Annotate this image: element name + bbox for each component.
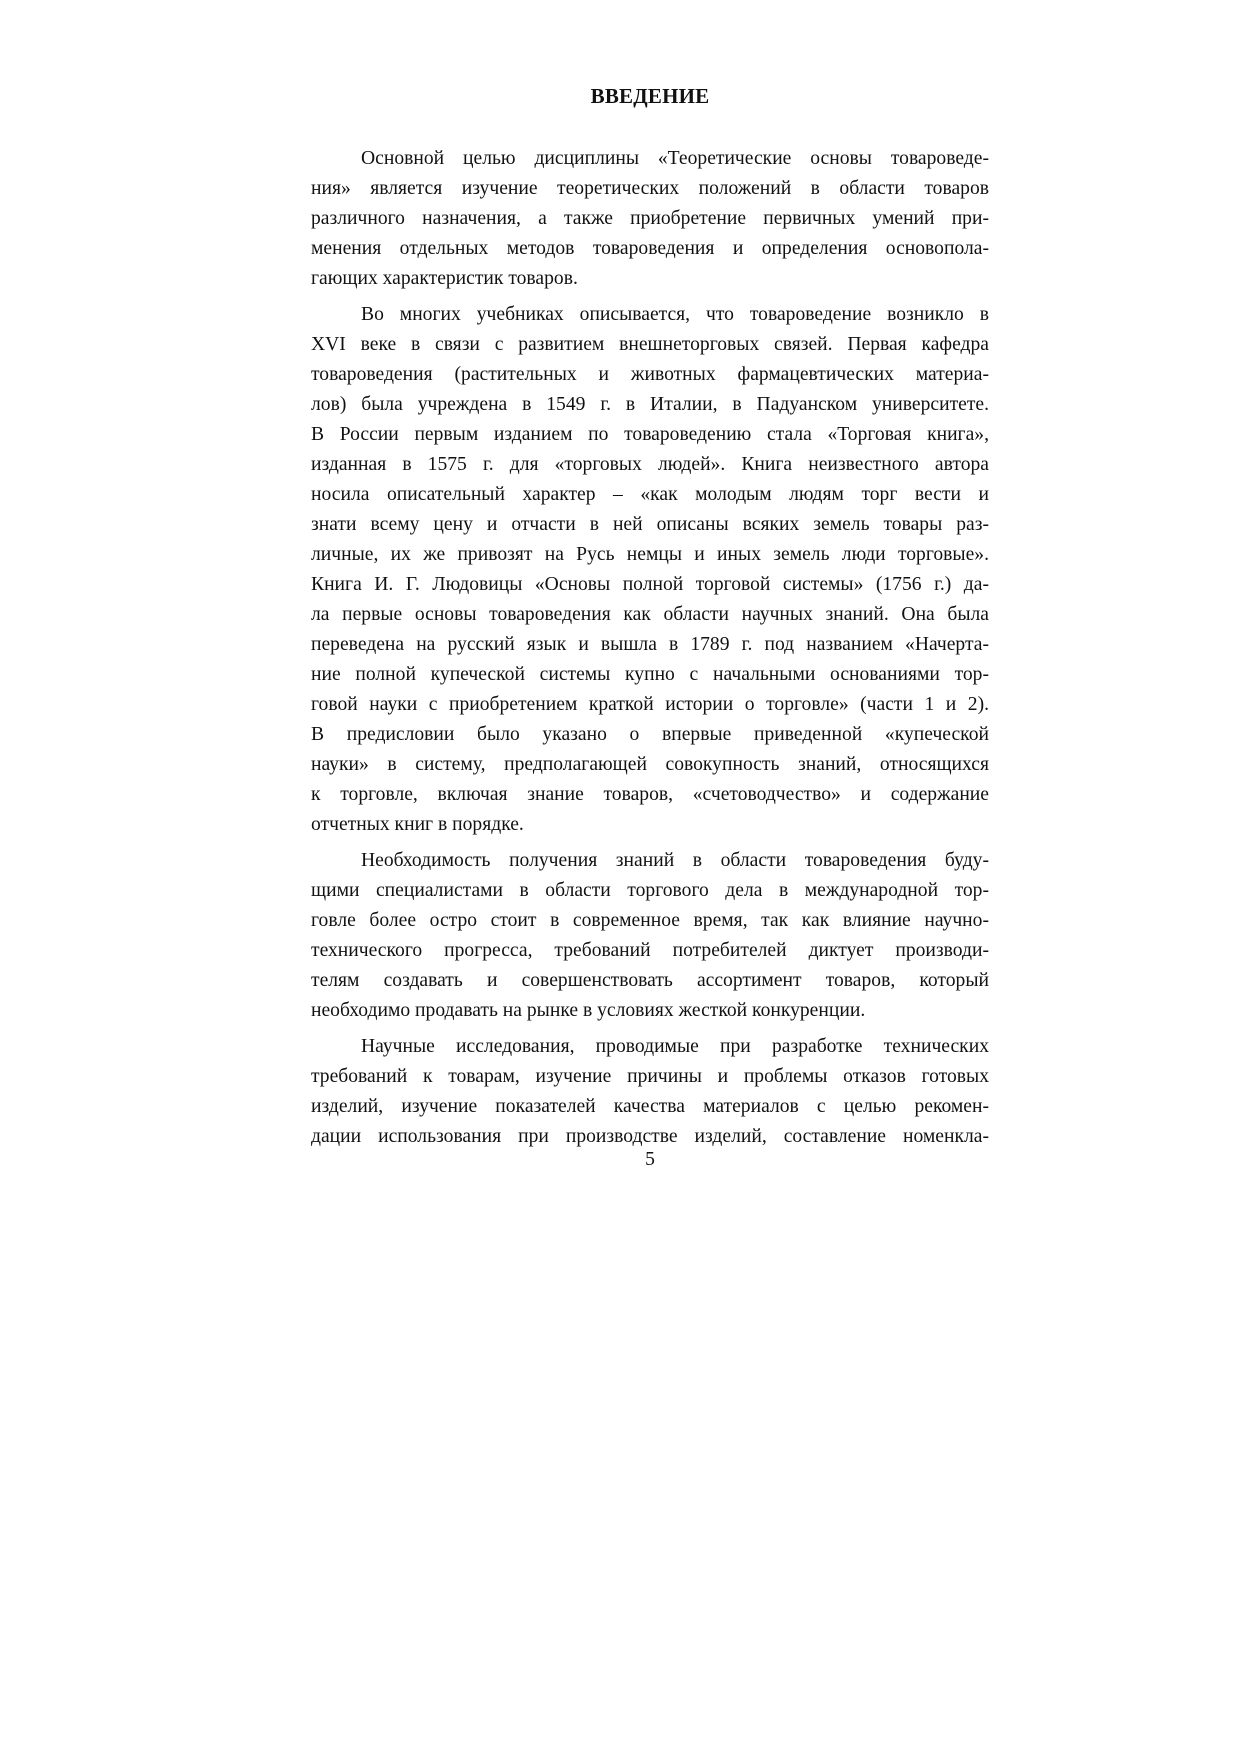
text-line: изделий, изучение показателей качества материалов с целью рекомен- xyxy=(311,1096,989,1117)
paragraph-1 xyxy=(311,144,989,294)
body-text xyxy=(311,144,989,1152)
text-line: Основной целью дисциплины «Теоретические основы товароведе- xyxy=(361,148,989,169)
section-title: ВВЕДЕНИЕ xyxy=(590,84,710,108)
page-number: 5 xyxy=(645,1149,655,1170)
text-line: изданная в 1575 г. для «торговых людей». Книга неизвестного автора xyxy=(311,454,989,475)
text-line: ние полной купеческой системы купно с начальными основаниями тор- xyxy=(311,664,989,685)
text-line: различного назначения, а также приобретение первичных умений при- xyxy=(311,208,989,229)
text-line: необходимо продавать на рынке в условиях жесткой конкуренции. xyxy=(311,1000,866,1021)
text-line: телям создавать и совершенствовать ассортимент товаров, который xyxy=(311,970,989,991)
text-line: переведена на русский язык и вышла в 1789 г. под названием «Начерта- xyxy=(311,634,989,655)
text-line: технического прогресса, требований потребителей диктует производи- xyxy=(311,940,989,961)
text-line: Книга И. Г. Людовицы «Основы полной торговой системы» (1756 г.) да- xyxy=(311,574,989,595)
text-line: дации использования при производстве изделий, составление номенкла- xyxy=(311,1126,989,1147)
text-line: знати всему цену и отчасти в ней описаны всяких земель товары раз- xyxy=(311,514,989,535)
text-line: отчетных книг в порядке. xyxy=(311,814,524,835)
text-line: В России первым изданием по товароведению стала «Торговая книга», xyxy=(311,424,989,445)
text-line: ния» является изучение теоретических положений в области товаров xyxy=(311,178,989,199)
text-line: ла первые основы товароведения как области научных знаний. Она была xyxy=(311,604,989,625)
text-line: менения отдельных методов товароведения и определения основопола- xyxy=(311,238,989,259)
text-line: XVI веке в связи с развитием внешнеторговых связей. Первая кафедра xyxy=(311,334,989,355)
text-line: Во многих учебниках описывается, что товароведение возникло в xyxy=(361,304,989,325)
text-line: личные, их же привозят на Русь немцы и иных земель люди торговые». xyxy=(311,544,989,565)
text-line: требований к товарам, изучение причины и проблемы отказов готовых xyxy=(311,1066,989,1087)
text-line: Научные исследования, проводимые при разработке технических xyxy=(361,1036,989,1057)
text-line: лов) была учреждена в 1549 г. в Италии, в Падуанском университете. xyxy=(311,394,989,415)
text-line: В предисловии было указано о впервые приведенной «купеческой xyxy=(311,724,989,745)
text-line: говой науки с приобретением краткой истории о торговле» (части 1 и 2). xyxy=(311,694,989,715)
text-line: товароведения (растительных и животных фармацевтических материа- xyxy=(311,364,989,385)
text-line: щими специалистами в области торгового дела в международной тор- xyxy=(311,880,989,901)
text-line: к торговле, включая знание товаров, «счетоводчество» и содержание xyxy=(311,784,989,805)
paragraph-2 xyxy=(311,300,989,840)
paragraph-4 xyxy=(311,1032,989,1152)
text-line: Необходимость получения знаний в области товароведения буду- xyxy=(361,850,989,871)
paragraph-3 xyxy=(311,846,989,1026)
text-line: носила описательный характер – «как молодым людям торг вести и xyxy=(311,484,989,505)
text-line: гающих характеристик товаров. xyxy=(311,268,578,289)
text-line: говле более остро стоит в современное время, так как влияние научно- xyxy=(311,910,989,931)
page-content xyxy=(311,78,989,1158)
text-line: науки» в систему, предполагающей совокупность знаний, относящихся xyxy=(311,754,989,775)
